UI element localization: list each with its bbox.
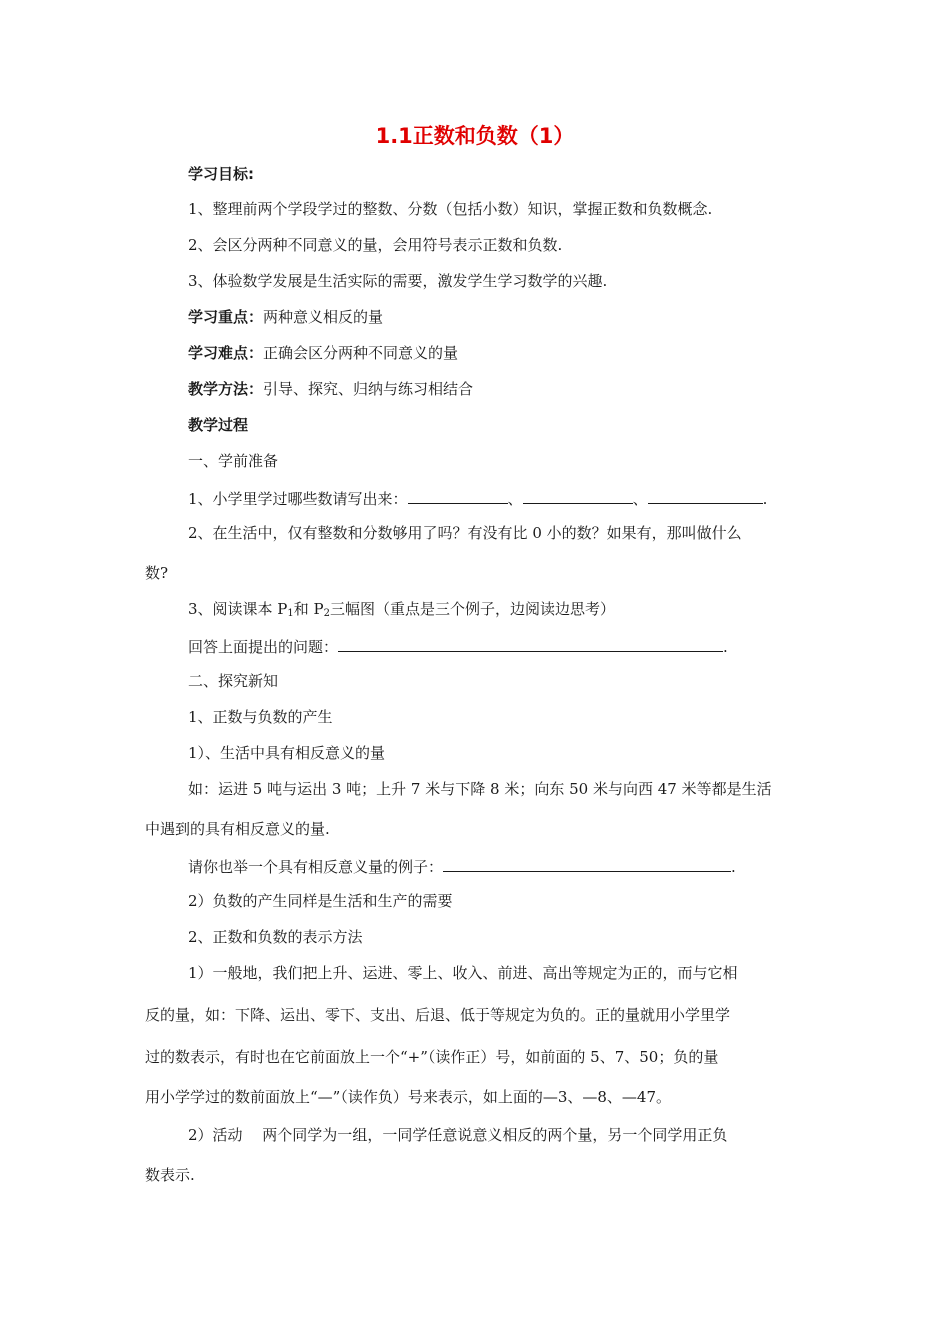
subscript: 1 [287, 608, 294, 619]
difficulty-text: 正确会区分两种不同意义的量 [263, 344, 459, 362]
answer-blank[interactable] [443, 855, 731, 872]
process-heading: 教学过程 [188, 416, 249, 434]
difficulty-label: 学习难点： [188, 344, 264, 362]
key-point [188, 307, 383, 327]
answer-blank[interactable] [648, 487, 763, 504]
section-1-heading: 一、学前准备 [188, 452, 279, 470]
period: . [731, 858, 736, 876]
answer-blank[interactable] [338, 635, 723, 652]
question-3-text: 和 P [293, 600, 324, 618]
objective-item: 3、体验数学发展是生活实际的需要，激发学生学习数学的兴趣. [188, 272, 608, 290]
question-3-text: 三幅图（重点是三个例子，边阅读边思考） [330, 600, 616, 618]
question-3-text: 3、阅读课本 P [188, 600, 288, 618]
page-title: 1.1正数和负数（1） [375, 124, 575, 148]
paragraph-line: 用小学学过的数前面放上“—”（读作负）号来表示，如上面的—3、—8、—47。 [145, 1088, 672, 1106]
objective-item: 1、整理前两个学段学过的整数、分数（包括小数）知识，掌握正数和负数概念. [188, 200, 713, 218]
key-point-label: 学习重点： [188, 308, 264, 326]
key-point-text: 两种意义相反的量 [263, 308, 384, 326]
subsection-heading: 1、正数与负数的产生 [188, 708, 333, 726]
paragraph-line: 反的量，如：下降、运出、零下、支出、后退、低于等规定为负的。正的量就用小学里学 [145, 1006, 731, 1024]
answer-line [188, 635, 728, 657]
objective-item: 2、会区分两种不同意义的量，会用符号表示正数和负数. [188, 236, 563, 254]
objectives-heading: 学习目标: [188, 165, 254, 183]
section-2-heading: 二、探究新知 [188, 672, 279, 690]
activity-line-2: 数表示. [145, 1166, 195, 1184]
teaching-method-label: 教学方法： [188, 380, 264, 398]
period: . [762, 490, 768, 508]
separator: 、 [632, 490, 648, 508]
question-1-text: 1、小学里学过哪些数请写出来： [188, 490, 408, 508]
example-line-1: 如：运进 5 吨与运出 3 吨；上升 7 米与下降 8 米；向东 50 米与向西 47 米等都是生活 [188, 780, 772, 798]
answer-blank[interactable] [408, 487, 508, 504]
question-3 [188, 599, 615, 624]
separator: 、 [507, 490, 523, 508]
activity-line-1: 2）活动 两个同学为一组，一同学任意说意义相反的两个量，另一个同学用正负 [188, 1126, 728, 1144]
period: . [723, 638, 728, 656]
ask-example [188, 855, 736, 877]
question-2-line-1: 2、在生活中，仅有整数和分数够用了吗？有没有比 0 小的数？如果有，那叫做什么 [188, 524, 742, 542]
subsection-heading: 2、正数和负数的表示方法 [188, 928, 363, 946]
question-1 [188, 487, 767, 509]
difficulty [188, 343, 458, 363]
teaching-method [188, 379, 473, 399]
answer-label: 回答上面提出的问题： [188, 638, 339, 656]
ask-label: 请你也举一个具有相反意义量的例子： [188, 858, 444, 876]
subscript: 2 [323, 608, 331, 619]
paragraph-line: 过的数表示，有时也在它前面放上一个“+”（读作正）号，如前面的 5、7、50；负的量 [145, 1048, 719, 1066]
subsection-item: 1）、生活中具有相反意义的量 [188, 744, 386, 762]
question-2-line-2: 数? [145, 564, 169, 582]
subsection-item: 2）负数的产生同样是生活和生产的需要 [188, 892, 453, 910]
paragraph-line: 1）一般地，我们把上升、运进、零上、收入、前进、高出等规定为正的，而与它相 [188, 964, 738, 982]
example-line-2: 中遇到的具有相反意义的量. [145, 820, 330, 838]
answer-blank[interactable] [523, 487, 633, 504]
teaching-method-text: 引导、探究、归纳与练习相结合 [263, 380, 474, 398]
